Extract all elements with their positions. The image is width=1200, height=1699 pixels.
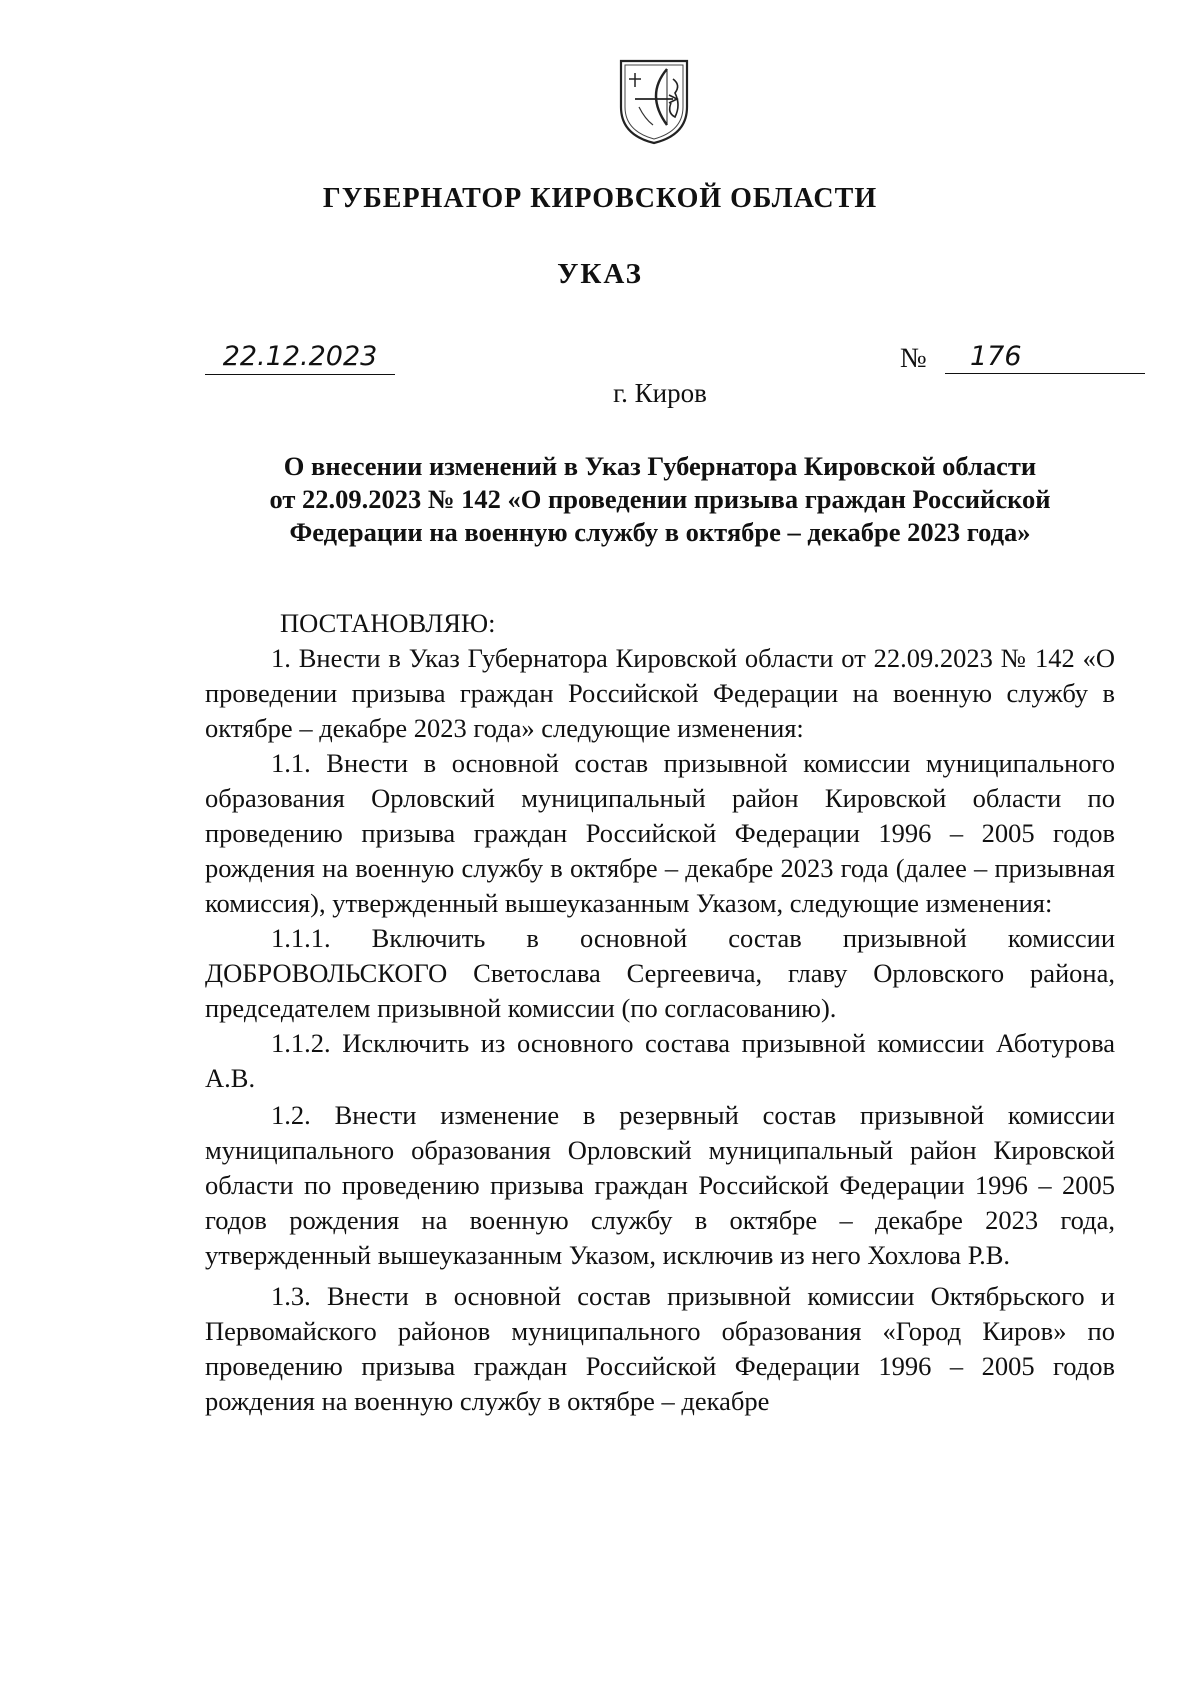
paragraph-1-1: 1.1. Внести в основной состав призывной комиссии муниципального образования Орловский муниципальный район Кировской области по проведению призыва граждан Российской Федерации 1996 – 2005 годов рождения на военную службу в октябре – декабре 2023 года (далее – призывная комиссия), утвержденный вышеуказанным Указом, следующие изменения: xyxy=(205,748,1115,918)
document-type: УКАЗ xyxy=(557,258,643,290)
coat-of-arms-icon xyxy=(615,55,693,147)
document-number: 176 xyxy=(945,340,1145,374)
decree-word: ПОСТАНОВЛЯЮ: xyxy=(280,608,496,638)
paragraph-1-1-1: 1.1.1. Включить в основной состав призывной комиссии ДОБРОВОЛЬСКОГО Светослава Сергеевича, главу Орловского района, председателем призывной комиссии (по согласованию). xyxy=(205,923,1115,1023)
paragraph-1: 1. Внести в Указ Губернатора Кировской области от 22.09.2023 № 142 «О проведении призыва граждан Российской Федерации на военную службу в октябре – декабре 2023 года» следующие изменения: xyxy=(205,643,1115,743)
document-body xyxy=(205,606,1115,1419)
number-label: № xyxy=(900,343,927,374)
title-line: от 22.09.2023 № 142 «О проведении призыва граждан Российской xyxy=(269,484,1051,514)
paragraph-1-1-2: 1.1.2. Исключить из основного состава призывной комиссии Аботурова А.В. xyxy=(205,1028,1115,1093)
paragraph-1-2: 1.2. Внести изменение в резервный состав призывной комиссии муниципального образования Орловский муниципальный район Кировской области по проведению призыва граждан Российской Федерации 1996 – 2005 годов рождения на военную службу в октябре – декабре 2023 года, утвержденный вышеуказанным Указом, исключив из него Хохлова Р.В. xyxy=(205,1100,1115,1270)
document-title xyxy=(200,450,1120,549)
title-line: О внесении изменений в Указ Губернатора Кировской области xyxy=(283,451,1037,481)
city: г. Киров xyxy=(613,378,707,408)
issuing-authority: ГУБЕРНАТОР КИРОВСКОЙ ОБЛАСТИ xyxy=(322,183,878,214)
paragraph-1-3: 1.3. Внести в основной состав призывной комиссии Октябрьского и Первомайского районов муниципального образования «Город Киров» по проведению призыва граждан Российской Федерации 1996 – 2005 годов рождения на военную службу в октябре – декабре xyxy=(205,1281,1115,1416)
title-line: Федерации на военную службу в октябре – декабре 2023 года» xyxy=(289,517,1031,547)
document-date: 22.12.2023 xyxy=(205,340,395,375)
